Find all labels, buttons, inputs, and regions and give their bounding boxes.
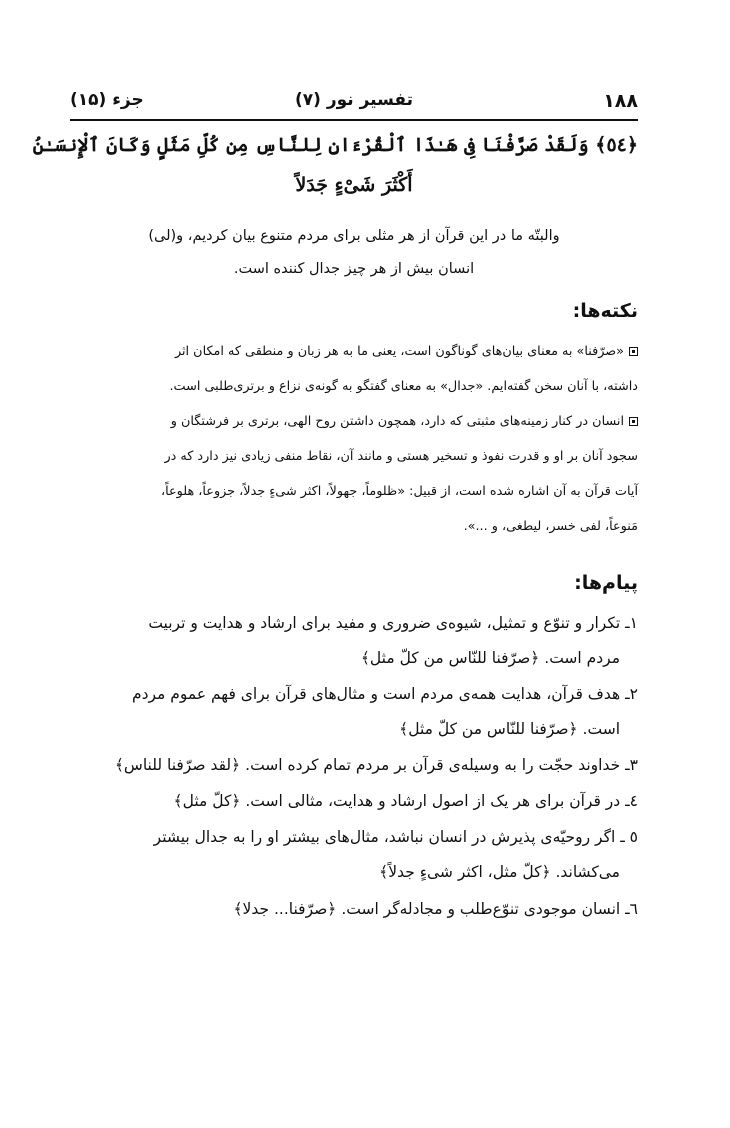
translation-line-2: انسان بیش از هر چیز جدال کننده است. <box>233 261 475 277</box>
message-2-line-2: است. ﴿صرّفنا للنّاس من کلّ مثل﴾ <box>399 720 620 738</box>
note-2-line-3: آیات قرآن به آن اشاره شده است، از قبیل: «ظلوماً، جهولاً، اکثر شیءٍ جدلاً، جزوعاً، هلوعاً، <box>160 484 638 499</box>
notes-heading: نکته‌ها: <box>572 300 638 322</box>
messages-heading: پیام‌ها: <box>574 572 638 594</box>
header-divider <box>70 119 638 121</box>
page-number: ۱۸۸ <box>603 90 638 112</box>
note-1-line-2: داشته، با آنان سخن گفته‌ایم. «جدال» به معنای گفتگو به گونه‌ی نزاع و برتری‌طلبی است. <box>169 379 638 394</box>
note-1-line-1: «صرّفنا» به معنای بیان‌های گوناگون است، یعنی ما به هر زبان و منطقی که امکان اثر <box>70 344 638 359</box>
square-bullet-icon <box>629 347 638 356</box>
message-5-line-2: می‌کشاند. ﴿کلّ مثل، اکثر شیءٍ جدلاً﴾ <box>379 863 620 881</box>
square-bullet-icon <box>629 417 638 426</box>
page-header <box>70 86 638 116</box>
note-2-line-4: مَنوعاً، لفی خسر، لیطغی، و ...». <box>463 519 638 534</box>
message-6-line-1: ٦ـ انسان موجودی تنوّع‌طلب و مجادله‌گر است. ﴿صرّفنا... جدلا﴾ <box>233 900 638 918</box>
verse-line-1: ﴿٥٤﴾ وَلَقَدْ صَرَّفْنَا فِى هَـٰذَا ٱلْقُرْءَانِ لِلنَّاسِ مِن كُلِّ مَثَلٍ وَكَانَ ٱلْإِنسَـٰنُ <box>32 134 638 156</box>
message-1-line-1: ۱ـ تکرار و تنوّع و تمثیل، شیوه‌ی ضروری و مفید برای ارشاد و هدایت و تربیت <box>148 614 638 632</box>
message-4-line-1: ٤ـ در قرآن برای هر یک از اصول ارشاد و هدایت، مثالی است. ﴿کلّ مثل﴾ <box>173 792 638 810</box>
translation-line-1: والبتّه ما در این قرآن از هر مثلی برای مردم متنوع بیان کردیم، و(لی) <box>148 228 560 244</box>
message-2-line-1: ۲ـ هدف قرآن، هدایت همه‌ی مردم است و مثال‌های قرآن برای فهم عموم مردم <box>131 685 638 703</box>
book-title: تفسیر نور (۷) <box>294 90 414 110</box>
juz-label: جزء (۱۵) <box>70 90 144 110</box>
note-2-line-2: سجود آنان بر او و قدرت نفوذ و تسخیر هستی و مانند آن، نقاط منفی زیادی نیز دارد که در <box>164 449 638 464</box>
message-3-line-1: ۳ـ خداوند حجّت را به وسیله‌ی قرآن بر مردم تمام کرده است. ﴿لقد صرّفنا للناس﴾ <box>114 756 638 774</box>
message-5-line-1: ٥ ـ اگر روحیّه‌ی پذیرش در انسان نباشد، مثال‌های بیشتر او را به جدال بیشتر <box>153 828 638 846</box>
message-1-line-2: مردم است. ﴿صرّفنا للنّاس من کلّ مثل﴾ <box>360 649 620 667</box>
verse-line-2: أَكْثَرَ شَىْءٍ جَدَلاً <box>295 174 413 196</box>
note-2-line-1: انسان در کنار زمینه‌های مثبتی که دارد، همچون داشتن روح الهی، برتری بر فرشتگان و <box>70 414 638 429</box>
